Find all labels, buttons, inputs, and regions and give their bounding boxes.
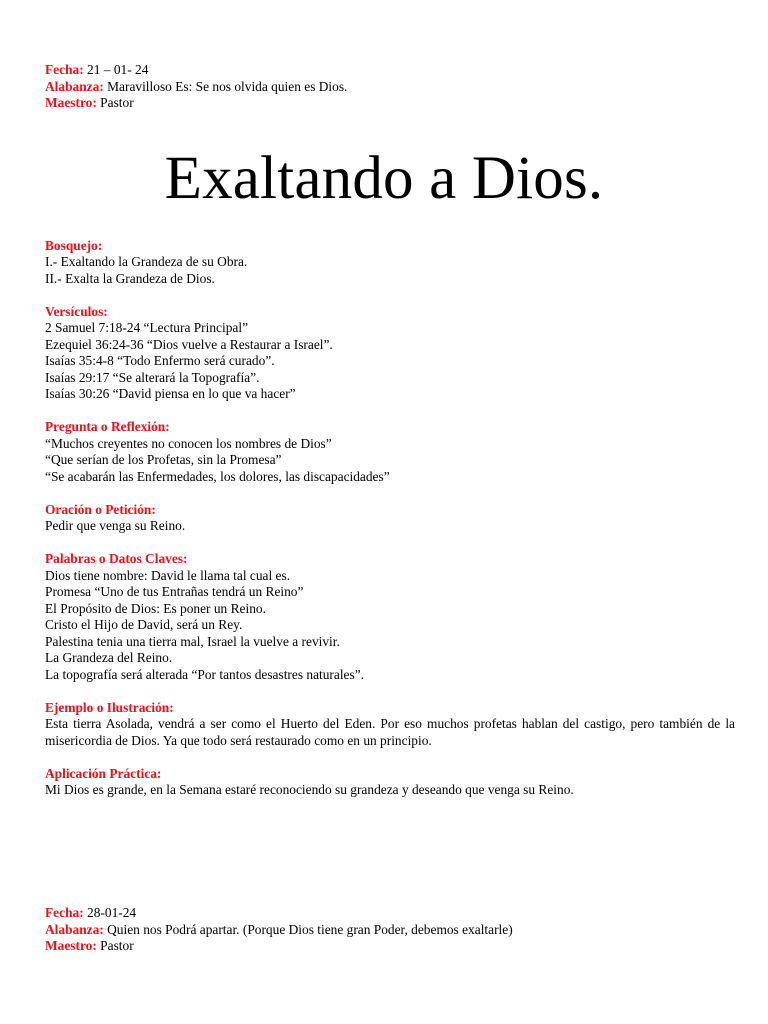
palabras-item: Dios tiene nombre: David le llama tal cual es. bbox=[45, 567, 291, 583]
palabras-item: La Grandeza del Reino. bbox=[45, 650, 173, 665]
next-sermon-header bbox=[45, 905, 735, 955]
fecha-value: 21 – 01- 24 bbox=[87, 62, 149, 77]
ejemplo-heading: Ejemplo o Ilustración: bbox=[45, 699, 174, 715]
fecha-label: Fecha: bbox=[45, 905, 84, 920]
document-title: Exaltando a Dios. bbox=[164, 144, 604, 212]
header-block bbox=[45, 62, 735, 112]
ejemplo-section bbox=[45, 700, 735, 750]
bosquejo-item: I.- Exaltando la Grandeza de su Obra. bbox=[45, 254, 248, 269]
alabanza-line bbox=[45, 922, 735, 939]
aplicacion-text: Mi Dios es grande, en la Semana estaré reconociendo su grandeza y deseando que venga su Reino. bbox=[45, 782, 574, 797]
palabras-item: Palestina tenia una tierra mal, Israel la vuelve a revivir. bbox=[45, 633, 340, 649]
sermon-document bbox=[45, 62, 735, 815]
versiculos-heading: Versículos: bbox=[45, 303, 108, 319]
alabanza-value: Quien nos Podrá apartar. (Porque Dios tiene gran Poder, debemos exaltarle) bbox=[107, 921, 513, 937]
palabras-heading: Palabras o Datos Claves: bbox=[45, 551, 188, 566]
versiculo-item: Isaías 30:26 “David piensa en lo que va hacer” bbox=[45, 386, 296, 401]
maestro-label: Maestro: bbox=[45, 95, 97, 110]
aplicacion-heading: Aplicación Práctica: bbox=[45, 765, 162, 781]
versiculo-item: Ezequiel 36:24-36 “Dios vuelve a Restaurar a Israel”. bbox=[45, 336, 333, 352]
aplicacion-section bbox=[45, 766, 735, 799]
pregunta-item: “Muchos creyentes no conocen los nombres de Dios” bbox=[45, 435, 332, 451]
palabras-item: La topografía será alterada “Por tantos desastres naturales”. bbox=[45, 666, 365, 682]
bosquejo-item: II.- Exalta la Grandeza de Dios. bbox=[45, 270, 215, 286]
maestro-line bbox=[45, 95, 735, 112]
maestro-line bbox=[45, 938, 735, 955]
ejemplo-text: Esta tierra Asolada, vendrá a ser como el Huerto del Eden. Por eso muchos profetas hablan del castigo, pero también de la misericordia de Dios. Ya que todo será restaurado como en un principio. bbox=[45, 716, 735, 748]
pregunta-item: “Se acabarán las Enfermedades, los dolores, las discapacidades” bbox=[45, 468, 390, 484]
alabanza-label: Alabanza: bbox=[45, 921, 104, 937]
alabanza-label: Alabanza: bbox=[45, 78, 104, 94]
bosquejo-section bbox=[45, 238, 735, 288]
fecha-value: 28-01-24 bbox=[87, 905, 137, 920]
maestro-value: Pastor bbox=[100, 95, 134, 110]
palabras-section bbox=[45, 551, 735, 683]
oracion-heading: Oración o Petición: bbox=[45, 501, 156, 517]
palabras-item: Promesa “Uno de tus Entrañas tendrá un Reino” bbox=[45, 584, 304, 599]
palabras-item: Cristo el Hijo de David, será un Rey. bbox=[45, 617, 243, 632]
oracion-section bbox=[45, 502, 735, 535]
versiculos-section bbox=[45, 304, 735, 403]
pregunta-section bbox=[45, 419, 735, 485]
maestro-label: Maestro: bbox=[45, 938, 97, 953]
alabanza-line bbox=[45, 79, 735, 96]
oracion-item: Pedir que venga su Reino. bbox=[45, 518, 186, 533]
fecha-label: Fecha: bbox=[45, 62, 84, 77]
versiculo-item: 2 Samuel 7:18-24 “Lectura Principal” bbox=[45, 320, 249, 335]
fecha-line bbox=[45, 62, 735, 79]
versiculo-item: Isaías 29:17 “Se alterará la Topografía”. bbox=[45, 369, 260, 385]
maestro-value: Pastor bbox=[100, 938, 134, 953]
pregunta-item: “Que serían de los Profetas, sin la Promesa” bbox=[45, 452, 282, 467]
fecha-line bbox=[45, 905, 735, 922]
bosquejo-heading: Bosquejo: bbox=[45, 237, 103, 253]
alabanza-value: Maravilloso Es: Se nos olvida quien es Dios. bbox=[107, 78, 348, 94]
palabras-item: El Propósito de Dios: Es poner un Reino. bbox=[45, 600, 266, 616]
versiculo-item: Isaías 35:4-8 “Todo Enfermo será curado”. bbox=[45, 353, 275, 368]
pregunta-heading: Pregunta o Reflexión: bbox=[45, 419, 170, 434]
